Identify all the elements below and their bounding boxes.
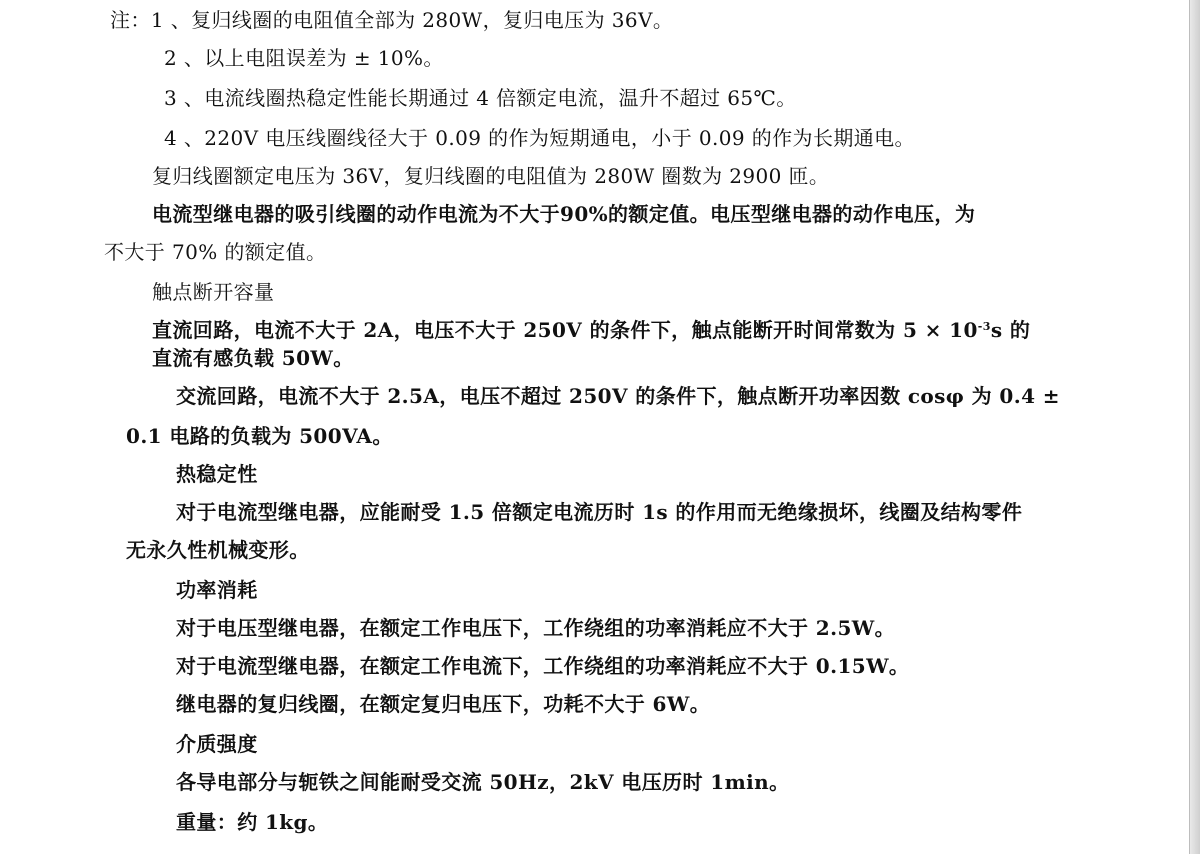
- power-line3: 继电器的复归线圈，在额定复归电压下，功耗不大于 6W。: [176, 692, 711, 716]
- power-consumption-heading: 功率消耗: [176, 578, 258, 602]
- page-edge-shadow: [1190, 0, 1200, 854]
- note-3: 3 、电流线圈热稳定性能长期通过 4 倍额定电流，温升不超过 65℃。: [164, 86, 797, 110]
- thermal-line2: 无永久性机械变形。: [126, 538, 310, 562]
- ac-circuit-line2: 0.1 电路的负载为 500VA。: [126, 424, 393, 448]
- note-1: 注：1 、复归线圈的电阻值全部为 280W，复归电压为 36V。: [110, 8, 674, 32]
- note-4: 4 、220V 电压线圈线径大于 0.09 的作为短期通电，小于 0.09 的作为长期通电。: [164, 126, 915, 150]
- power-line1: 对于电压型继电器，在额定工作电压下，工作绕组的功率消耗应不大于 2.5W。: [176, 616, 896, 640]
- weight-line: 重量：约 1kg。: [176, 810, 329, 834]
- exponent: -3: [977, 320, 991, 333]
- pickup-paragraph-line1: 电流型继电器的吸引线圈的动作电流为不大于90%的额定值。电压型继电器的动作电压，为: [152, 202, 976, 226]
- thermal-line1: 对于电流型继电器，应能耐受 1.5 倍额定电流历时 1s 的作用而无绝缘损坏，线圈及结构零件: [176, 500, 1023, 524]
- dielectric-line: 各导电部分与轭铁之间能耐受交流 50Hz，2kV 电压历时 1min。: [176, 770, 790, 794]
- contact-capacity-heading: 触点断开容量: [152, 280, 275, 304]
- dc-circuit-line1: 直流回路，电流不大于 2A，电压不大于 250V 的条件下，触点能断开时间常数为 $5 \times 10^{-3}s$ 的: [152, 318, 1031, 342]
- dc-circuit-line2: 直流有感负载 50W。: [152, 346, 354, 370]
- notes-label: 注：: [110, 8, 151, 32]
- pickup-paragraph-line2: 不大于 70% 的额定值。: [104, 240, 327, 264]
- reset-coil-paragraph: 复归线圈额定电压为 36V，复归线圈的电阻值为 280W 圈数为 2900 匝。: [152, 164, 830, 188]
- note-2: 2 、以上电阻误差为 ± 10%。: [164, 46, 444, 70]
- ac-circuit-line1: 交流回路，电流不大于 2.5A，电压不超过 250V 的条件下，触点断开功率因数 cosφ 为 0.4 ±: [176, 384, 1060, 408]
- thermal-stability-heading: 热稳定性: [176, 462, 258, 486]
- dielectric-strength-heading: 介质强度: [176, 732, 258, 756]
- power-line2: 对于电流型继电器，在额定工作电流下，工作绕组的功率消耗应不大于 0.15W。: [176, 654, 910, 678]
